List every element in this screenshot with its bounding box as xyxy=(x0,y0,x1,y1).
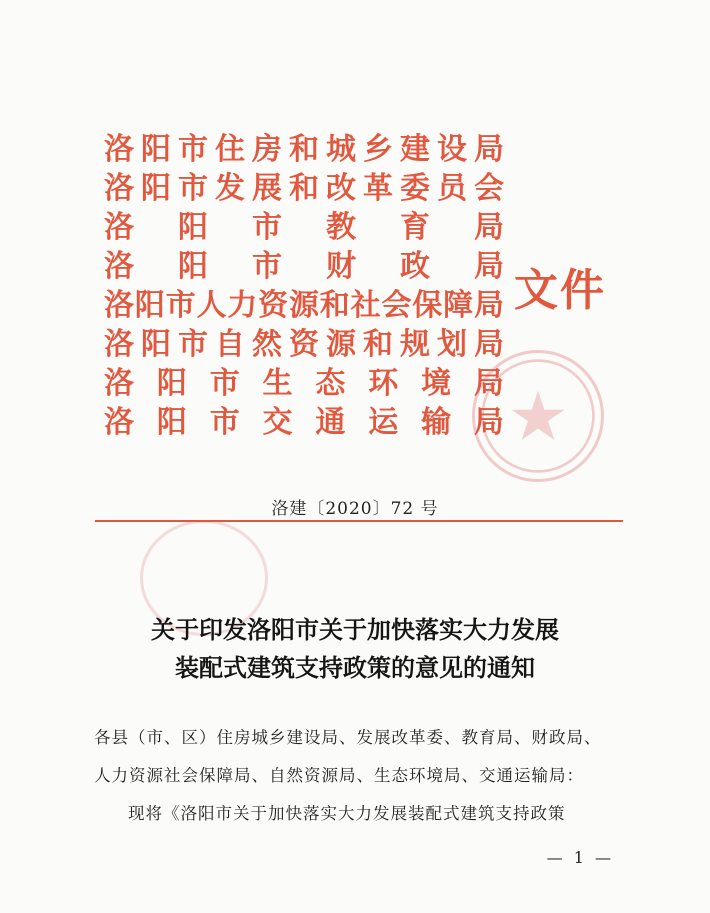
agency-char: 市 xyxy=(178,132,208,167)
agency-char: 乡 xyxy=(363,132,393,167)
body-text-line-3: 现将《洛阳市关于加快落实大力发展装配式建筑支持政策 xyxy=(128,804,566,823)
agency-char: 洛 xyxy=(104,327,134,362)
agency-char: 改 xyxy=(326,171,356,206)
agency-name-row xyxy=(104,208,504,247)
agency-char: 局 xyxy=(474,249,504,284)
agency-char: 洛 xyxy=(104,132,134,167)
agency-char: 发 xyxy=(215,171,245,206)
agency-char: 员 xyxy=(437,171,467,206)
official-seal-stamp xyxy=(472,350,604,482)
agency-char: 局 xyxy=(474,132,504,167)
body-text-line-2: 人力资源社会保障局、自然资源局、生态环境局、交通运输局： xyxy=(94,766,584,785)
agency-char: 革 xyxy=(363,171,393,206)
agency-char: 通 xyxy=(315,405,346,440)
agency-char: 和 xyxy=(289,132,319,167)
issuing-agencies xyxy=(104,130,504,442)
agency-char: 局 xyxy=(473,405,504,440)
agency-char: 源 xyxy=(288,288,319,323)
agency-char: 生 xyxy=(262,366,293,401)
agency-char: 输 xyxy=(421,405,452,440)
agency-char: 阳 xyxy=(178,249,208,284)
agency-name-row xyxy=(104,130,504,169)
agency-char: 会 xyxy=(381,288,412,323)
agency-char: 会 xyxy=(474,171,504,206)
agency-name-row xyxy=(104,403,504,442)
agency-char: 力 xyxy=(227,288,258,323)
body-text-line-1: 各县（市、区）住房城乡建设局、发展改革委、教育局、财政局、 xyxy=(94,728,602,747)
agency-char: 划 xyxy=(437,327,467,362)
agency-char: 资 xyxy=(258,288,289,323)
agency-char: 市 xyxy=(209,366,240,401)
agency-char: 育 xyxy=(400,210,430,245)
agency-char: 障 xyxy=(443,288,474,323)
agency-char: 建 xyxy=(400,132,430,167)
agency-char: 社 xyxy=(350,288,381,323)
agency-char: 保 xyxy=(412,288,443,323)
agency-char: 阳 xyxy=(141,327,171,362)
agency-char: 洛 xyxy=(104,366,134,401)
agency-char: 住 xyxy=(215,132,245,167)
agency-char: 境 xyxy=(421,366,452,401)
agency-char: 市 xyxy=(252,210,282,245)
agency-char: 洛 xyxy=(104,405,134,440)
agency-char: 洛 xyxy=(104,210,134,245)
agency-char: 阳 xyxy=(156,366,187,401)
red-divider-line xyxy=(95,520,623,522)
agency-name-row xyxy=(104,286,504,325)
agency-char: 设 xyxy=(437,132,467,167)
agency-char: 阳 xyxy=(178,210,208,245)
agency-char: 局 xyxy=(473,366,504,401)
agency-char: 市 xyxy=(252,249,282,284)
agency-char: 资 xyxy=(289,327,319,362)
agency-char: 规 xyxy=(400,327,430,362)
agency-name-row xyxy=(104,364,504,403)
agency-char: 财 xyxy=(326,249,356,284)
agency-char: 阳 xyxy=(141,171,171,206)
agency-char: 洛 xyxy=(104,249,134,284)
agency-char: 市 xyxy=(178,327,208,362)
agency-char: 城 xyxy=(326,132,356,167)
agency-char: 政 xyxy=(400,249,430,284)
page-number: — 1 — xyxy=(546,848,614,867)
agency-char: 教 xyxy=(326,210,356,245)
agency-char: 展 xyxy=(252,171,282,206)
agency-char: 房 xyxy=(252,132,282,167)
page-number-row xyxy=(0,848,710,867)
agency-char: 局 xyxy=(473,288,504,323)
agency-char: 交 xyxy=(262,405,293,440)
agency-char: 环 xyxy=(368,366,399,401)
agency-char: 市 xyxy=(178,171,208,206)
agency-char: 局 xyxy=(474,327,504,362)
agency-char: 委 xyxy=(400,171,430,206)
agency-char: 自 xyxy=(215,327,245,362)
agency-char: 然 xyxy=(252,327,282,362)
agency-char: 和 xyxy=(319,288,350,323)
document-number: 洛建〔2020〕72 号 xyxy=(271,499,439,519)
agency-char: 洛 xyxy=(104,288,134,323)
agency-char: 市 xyxy=(165,288,196,323)
agency-char: 态 xyxy=(315,366,346,401)
agency-char: 洛 xyxy=(104,171,134,206)
agency-name-row xyxy=(104,325,504,364)
agency-char: 源 xyxy=(326,327,356,362)
agency-char: 阳 xyxy=(141,132,171,167)
agency-name-row xyxy=(104,247,504,286)
agency-char: 运 xyxy=(368,405,399,440)
document-title-line-2: 装配式建筑支持政策的意见的通知 xyxy=(175,654,535,682)
document-title-line-1: 关于印发洛阳市关于加快落实大力发展 xyxy=(151,616,559,644)
agency-char: 市 xyxy=(209,405,240,440)
document-suffix: 文件 xyxy=(514,265,606,316)
agency-name-row xyxy=(104,169,504,208)
agency-char: 和 xyxy=(363,327,393,362)
agency-char: 阳 xyxy=(156,405,187,440)
agency-char: 局 xyxy=(474,210,504,245)
agency-char: 人 xyxy=(196,288,227,323)
agency-char: 和 xyxy=(289,171,319,206)
agency-char: 阳 xyxy=(134,288,165,323)
